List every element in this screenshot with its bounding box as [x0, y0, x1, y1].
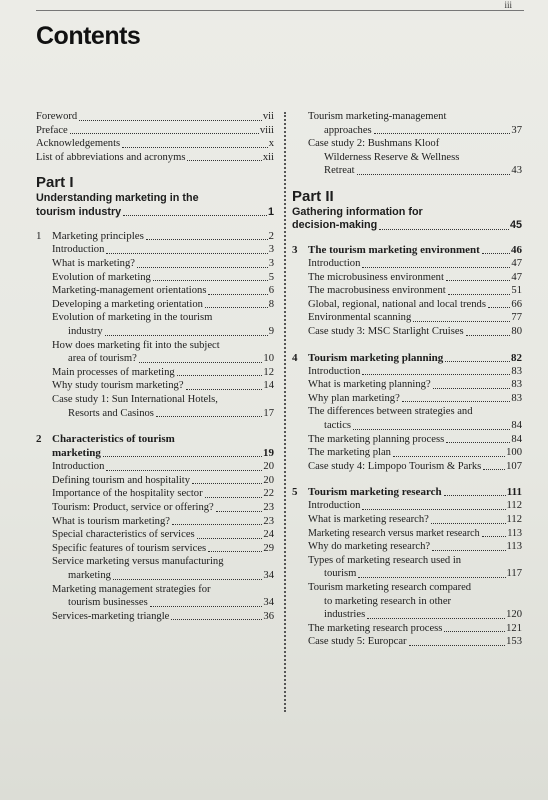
toc-entry: Importance of the hospitality sector 22	[52, 488, 274, 500]
toc-entry-continued: tourism 117	[324, 568, 522, 580]
chapter-3-entries	[292, 257, 522, 339]
toc-entry-continued: approaches 37	[324, 124, 522, 136]
part-subtitle: Gathering information for decision-making 45	[292, 205, 522, 232]
toc-entry: Marketing management strategies for	[52, 583, 211, 595]
toc-entry: Why plan marketing? 83	[308, 392, 522, 404]
toc-entry: List of abbreviations and acronyms xii	[36, 151, 274, 163]
chapter-heading: 1 Marketing principles 2	[36, 230, 274, 243]
toc-entry: What is marketing planning? 83	[308, 379, 522, 391]
toc-entry: How does marketing fit into the subject	[52, 339, 220, 351]
chapter-heading-continued: marketing 19	[52, 447, 274, 460]
contents-right-column	[292, 110, 522, 649]
contents-left-column	[36, 110, 274, 623]
page-number: iii	[504, 0, 512, 10]
toc-entry: Main processes of marketing 12	[52, 366, 274, 378]
toc-entry: Tourism marketing research compared	[308, 581, 472, 593]
toc-entry: Introduction 3	[52, 244, 274, 256]
chapter-heading: 2 Characteristics of tourism	[36, 433, 175, 446]
chapter-heading: 4 Tourism marketing planning 82	[292, 351, 522, 364]
toc-entry: Evolution of marketing 5	[52, 271, 274, 283]
toc-entry: What is marketing? 3	[52, 258, 274, 270]
toc-entry: Types of marketing research used in	[308, 554, 462, 566]
toc-entry: Defining tourism and hospitality 20	[52, 474, 274, 486]
chapter-2-entries	[36, 460, 274, 623]
toc-entry: Case study 1: Sun International Hotels,	[52, 394, 218, 405]
toc-entry: Case study 3: MSC Starlight Cruises 80	[308, 326, 522, 338]
toc-entry: The marketing research process 121	[308, 622, 522, 634]
header-rule	[36, 10, 524, 11]
toc-entry: Tourism: Product, service or offering? 23	[52, 501, 274, 513]
toc-entry: Tourism marketing-management	[308, 111, 447, 122]
toc-entry: Why do marketing research? 113	[308, 541, 522, 553]
toc-entry: Introduction 47	[308, 258, 522, 270]
toc-entry-continued: Resorts and Casinos 17	[68, 407, 274, 419]
toc-entry-continued: industry 9	[68, 326, 274, 338]
toc-entry: Service marketing versus manufacturing	[52, 556, 224, 568]
part-heading: Part I	[36, 174, 74, 192]
toc-entry-continued: marketing 34	[68, 569, 274, 581]
part-heading: Part II	[292, 187, 334, 205]
toc-entry: Why study tourism marketing? 14	[52, 380, 274, 392]
toc-entry: Acknowledgements x	[36, 138, 274, 150]
chapter-4-entries	[292, 365, 522, 474]
chapter-5-entries	[292, 499, 522, 649]
toc-entry: Services-marketing triangle 36	[52, 610, 274, 622]
chapter-heading: 3 The tourism marketing environment 46	[292, 244, 522, 257]
toc-entry-continued: industries 120	[324, 609, 522, 621]
toc-entry: What is tourism marketing? 23	[52, 515, 274, 527]
toc-entry-continued: tactics 84	[324, 420, 522, 431]
toc-entry-continued: tourism businesses 34	[68, 597, 274, 609]
toc-entry-continued: area of tourism? 10	[68, 353, 274, 365]
toc-entry: The macrobusiness environment 51	[308, 285, 522, 297]
toc-entry: What is marketing research? 112	[308, 513, 522, 525]
toc-entry: Specific features of tourism services 29	[52, 542, 274, 554]
chapter-2-continued-entries	[292, 110, 522, 178]
toc-entry: Foreword vii	[36, 111, 274, 122]
toc-entry: Global, regional, national and local trends 66	[308, 298, 522, 310]
front-matter-list	[36, 110, 274, 164]
column-divider	[284, 112, 286, 712]
part-subtitle: Understanding marketing in the tourism industry 1	[36, 192, 274, 218]
toc-entry: The marketing plan 100	[308, 447, 522, 459]
toc-entry: The marketing planning process 84	[308, 433, 522, 445]
toc-entry: Case study 4: Limpopo Tourism & Parks 107	[308, 460, 522, 472]
page-title: Contents	[36, 22, 141, 50]
toc-entry-continued: Retreat 43	[324, 165, 522, 177]
toc-entry: Environmental scanning 77	[308, 312, 522, 324]
toc-entry: Special characteristics of services 24	[52, 529, 274, 541]
toc-entry: Case study 5: Europcar 153	[308, 636, 522, 648]
toc-entry-continued: to marketing research in other	[324, 595, 452, 607]
toc-entry: Introduction 83	[308, 365, 522, 377]
toc-entry: The microbusiness environment 47	[308, 271, 522, 283]
toc-entry: Preface viii	[36, 124, 274, 136]
toc-entry: Marketing research versus market research 113	[308, 527, 522, 539]
chapter-heading: 5 Tourism marketing research 111	[292, 486, 522, 499]
toc-entry-continued: Wilderness Reserve & Wellness	[324, 151, 460, 163]
toc-entry: Introduction 112	[308, 500, 522, 512]
toc-entry: Introduction 20	[52, 461, 274, 473]
toc-entry: Evolution of marketing in the tourism	[52, 312, 213, 324]
chapter-1-entries	[36, 243, 274, 420]
toc-entry: Case study 2: Bushmans Kloof	[308, 138, 440, 150]
toc-entry: Developing a marketing orientation 8	[52, 298, 274, 310]
toc-entry: Marketing-management orientations 6	[52, 285, 274, 297]
toc-entry: The differences between strategies and	[308, 406, 473, 418]
